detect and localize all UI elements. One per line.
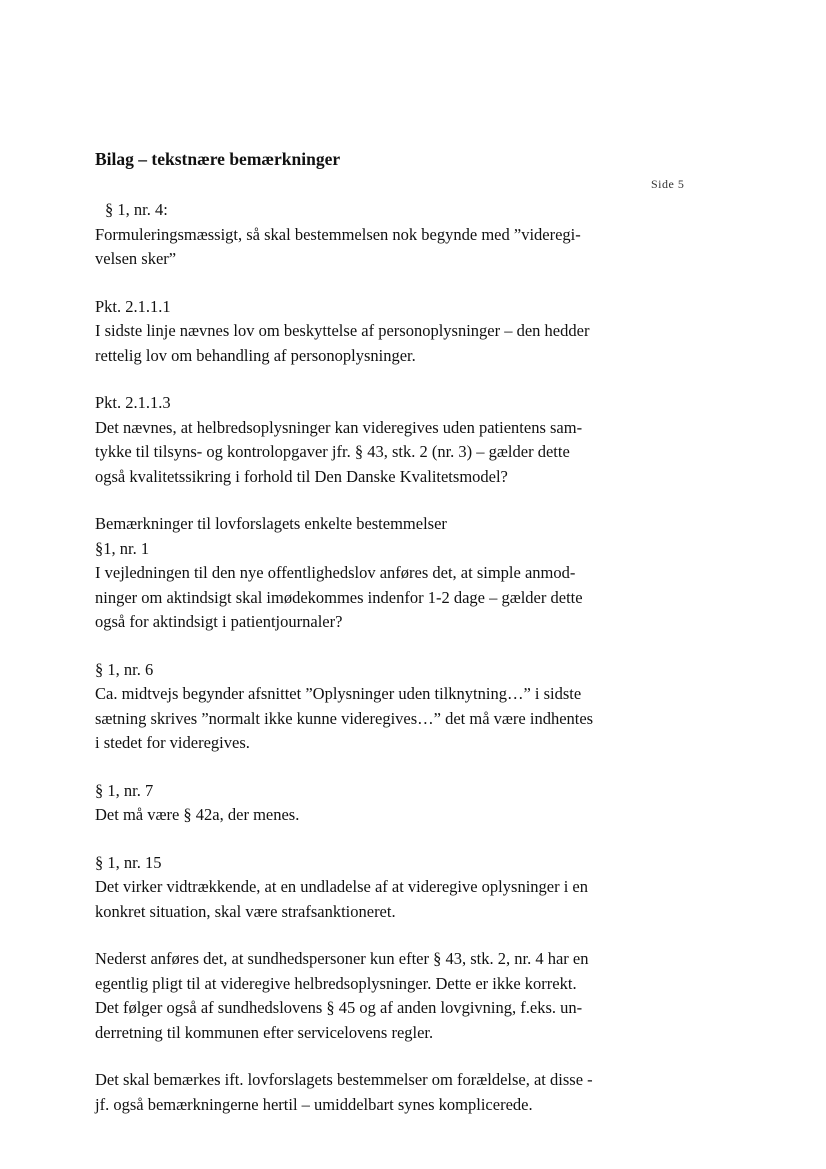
section-reference: Pkt. 2.1.1.1 — [95, 296, 171, 316]
comment-paragraph — [95, 658, 615, 756]
text-line: Det nævnes, at helbredsoplysninger kan videregives uden patientens sam- — [95, 417, 583, 437]
text-line: i stedet for videregives. — [95, 733, 250, 752]
section-reference: § 1, nr. 4: — [105, 200, 168, 219]
text-line: Det skal bemærkes ift. lovforslagets bestemmelser om forældelse, at disse - — [95, 1070, 593, 1089]
text-line: Det følger også af sundhedslovens § 45 og af anden lovgivning, f.eks. un- — [95, 998, 583, 1017]
document-heading: Bilag – tekstnære bemærkninger — [95, 149, 341, 169]
text-line: Det må være § 42a, der menes. — [95, 805, 300, 824]
text-line: I vejledningen til den nye offentlighedslov anføres det, at simple anmod- — [95, 563, 576, 582]
document-body — [95, 198, 615, 1140]
text-line: ninger om aktindsigt skal imødekommes indenfor 1-2 dage – gælder dette — [95, 587, 583, 607]
text-line: også for aktindsigt i patientjournaler? — [95, 612, 343, 631]
section-reference: §1, nr. 1 — [95, 538, 150, 558]
text-line: egentlig pligt til at videregive helbredsoplysninger. Dette er ikke korrekt. — [95, 973, 577, 993]
text-line: konkret situation, skal være strafsanktioneret. — [95, 901, 396, 921]
section-reference: § 1, nr. 6 — [95, 659, 154, 679]
section-reference: Pkt. 2.1.1.3 — [95, 393, 171, 412]
text-line: tykke til tilsyns- og kontrolopgaver jfr. § 43, stk. 2 (nr. 3) – gælder dette — [95, 442, 570, 461]
page-number-label: Side 5 — [651, 177, 685, 191]
comment-paragraph — [95, 1068, 615, 1117]
text-line: velsen sker” — [95, 249, 177, 268]
text-line: også kvalitetssikring i forhold til Den Danske Kvalitetsmodel? — [95, 466, 508, 486]
comment-paragraph — [95, 391, 615, 489]
text-line: Formuleringsmæssigt, så skal bestemmelsen nok begynde med ”videregi- — [95, 224, 581, 244]
text-line: Ca. midtvejs begynder afsnittet ”Oplysninger uden tilknytning…” i sidste — [95, 684, 582, 703]
comment-paragraph — [95, 198, 615, 272]
comment-paragraph — [95, 947, 615, 1045]
text-line: derretning til kommunen efter servicelovens regler. — [95, 1022, 434, 1042]
comment-paragraph — [95, 295, 615, 369]
text-line: sætning skrives ”normalt ikke kunne videregives…” det må være indhentes — [95, 708, 594, 728]
text-line: rettelig lov om behandling af personoplysninger. — [95, 345, 416, 365]
text-line: jf. også bemærkningerne hertil – umiddelbart synes komplicerede. — [95, 1094, 533, 1114]
text-line: Det virker vidtrækkende, at en undladelse af at videregive oplysninger i en — [95, 877, 589, 896]
section-reference: § 1, nr. 7 — [95, 780, 154, 800]
comment-paragraph — [95, 851, 615, 925]
text-line: Nederst anføres det, at sundhedspersoner kun efter § 43, stk. 2, nr. 4 har en — [95, 949, 589, 968]
comment-paragraph — [95, 779, 615, 828]
comment-paragraph — [95, 512, 615, 635]
text-line: I sidste linje nævnes lov om beskyttelse af personoplysninger – den hedder — [95, 321, 590, 340]
subsection-heading: Bemærkninger til lovforslagets enkelte bestemmelser — [95, 514, 447, 533]
section-reference: § 1, nr. 15 — [95, 852, 162, 872]
